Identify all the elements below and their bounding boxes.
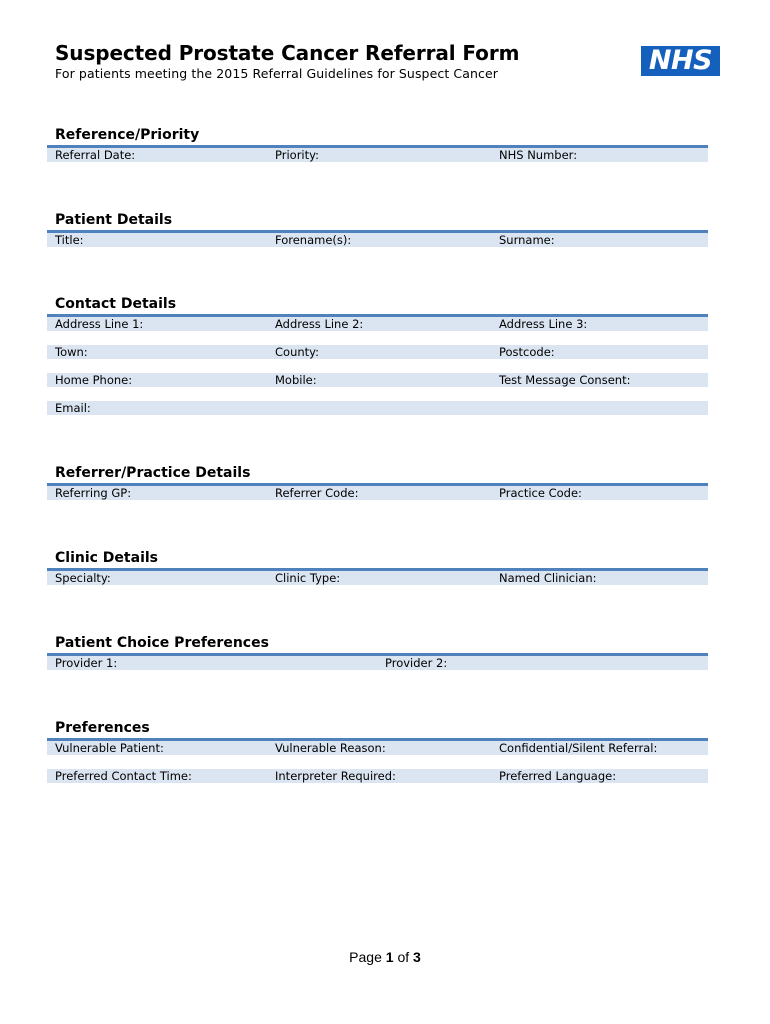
provider-2-field[interactable]: Provider 2: [385, 656, 448, 670]
page-label: Page [349, 949, 382, 965]
section-title: Reference/Priority [55, 127, 200, 143]
town-field[interactable]: Town: [55, 345, 88, 359]
section-title: Contact Details [55, 296, 177, 312]
preferred-language-field[interactable]: Preferred Language: [499, 769, 617, 783]
nhs-logo: NHS [641, 46, 720, 76]
section-patient-details [47, 212, 708, 247]
provider-1-field[interactable]: Provider 1: [55, 656, 118, 670]
referrer-code-field[interactable]: Referrer Code: [275, 486, 359, 500]
practice-code-field[interactable]: Practice Code: [499, 486, 582, 500]
home-phone-field[interactable]: Home Phone: [55, 373, 133, 387]
address-line-1-field[interactable]: Address Line 1: [55, 317, 144, 331]
form-row [47, 741, 708, 755]
section-title: Referrer/Practice Details [55, 465, 251, 481]
preferred-contact-time-field[interactable]: Preferred Contact Time: [55, 769, 192, 783]
section-title: Preferences [55, 720, 150, 736]
nhs-number-field[interactable]: NHS Number: [499, 148, 578, 162]
form-row [47, 769, 708, 783]
page-number [0, 948, 770, 966]
priority-field[interactable]: Priority: [275, 148, 319, 162]
clinic-type-field[interactable]: Clinic Type: [275, 571, 341, 585]
section-preferences [47, 720, 708, 783]
form-row [47, 233, 708, 247]
email-field[interactable]: Email: [55, 401, 91, 415]
form-row [47, 373, 708, 387]
section-title: Patient Choice Preferences [55, 635, 269, 651]
section-patient-choice [47, 635, 708, 670]
text-message-consent-field[interactable]: Test Message Consent: [499, 373, 631, 387]
form-row [47, 401, 708, 415]
form-row [47, 656, 708, 670]
section-title: Patient Details [55, 212, 173, 228]
forenames-field[interactable]: Forename(s): [275, 233, 352, 247]
named-clinician-field[interactable]: Named Clinician: [499, 571, 597, 585]
address-line-3-field[interactable]: Address Line 3: [499, 317, 588, 331]
of-label: of [397, 949, 410, 965]
form-row [47, 148, 708, 162]
section-referrer-practice [47, 465, 708, 500]
form-row [47, 345, 708, 359]
section-reference-priority [47, 127, 708, 162]
referring-gp-field[interactable]: Referring GP: [55, 486, 132, 500]
form-row [47, 486, 708, 500]
address-line-2-field[interactable]: Address Line 2: [275, 317, 364, 331]
form-row [47, 571, 708, 585]
interpreter-required-field[interactable]: Interpreter Required: [275, 769, 396, 783]
section-clinic-details [47, 550, 708, 585]
surname-field[interactable]: Surname: [499, 233, 555, 247]
section-title: Clinic Details [55, 550, 158, 566]
title-field[interactable]: Title: [55, 233, 84, 247]
vulnerable-reason-field[interactable]: Vulnerable Reason: [275, 741, 386, 755]
form-header [55, 40, 715, 82]
postcode-field[interactable]: Postcode: [499, 345, 555, 359]
form-row [47, 317, 708, 331]
confidential-referral-field[interactable]: Confidential/Silent Referral: [499, 741, 658, 755]
current-page: 1 [385, 949, 394, 965]
county-field[interactable]: County: [275, 345, 319, 359]
referral-date-field[interactable]: Referral Date: [55, 148, 136, 162]
mobile-field[interactable]: Mobile: [275, 373, 317, 387]
total-pages: 3 [413, 949, 421, 965]
form-title: Suspected Prostate Cancer Referral Form [55, 41, 520, 65]
vulnerable-patient-field[interactable]: Vulnerable Patient: [55, 741, 164, 755]
form-subtitle: For patients meeting the 2015 Referral Guidelines for Suspect Cancer [55, 66, 499, 81]
section-contact-details [47, 296, 708, 415]
specialty-field[interactable]: Specialty: [55, 571, 111, 585]
